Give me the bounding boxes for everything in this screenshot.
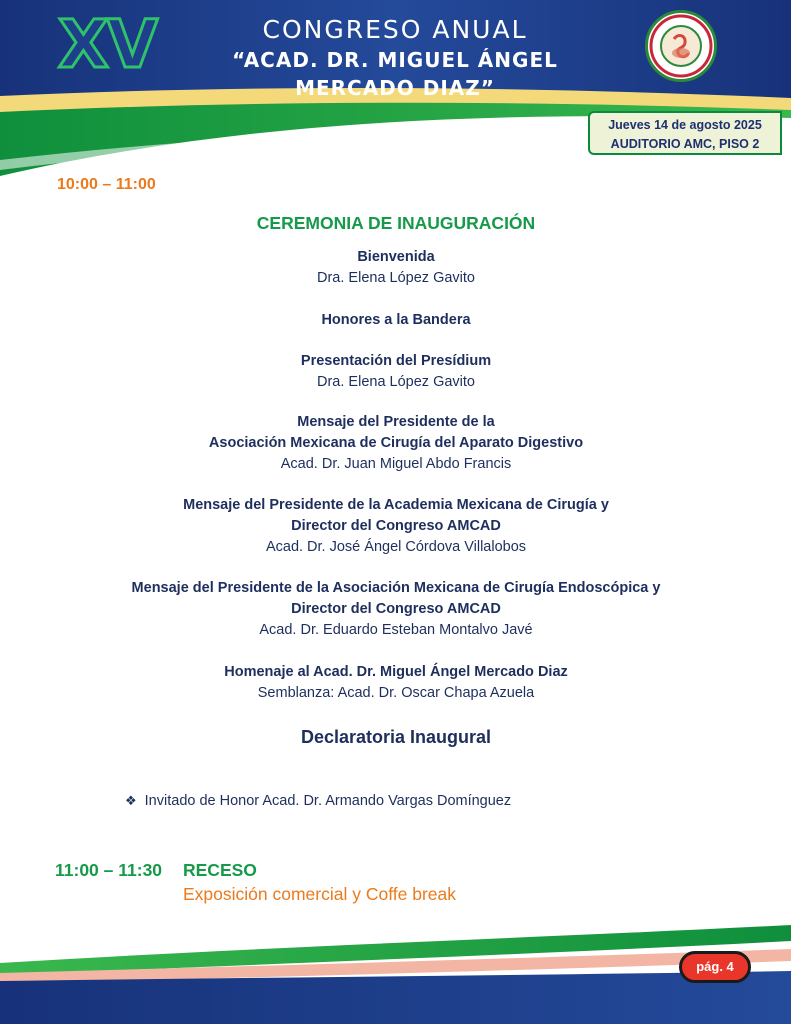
honor-guest-line <box>125 791 511 812</box>
session1-time: 10:00 – 11:00 <box>57 176 156 193</box>
program-item-flag-honors <box>60 310 732 331</box>
closing-declaration: Declaratoria Inaugural <box>300 727 492 747</box>
item-speaker: Semblanza: Acad. Dr. Oscar Chapa Azuela <box>257 685 535 701</box>
congress-title: CONGRESO ANUAL <box>262 15 528 44</box>
item-title: Homenaje al Acad. Dr. Miguel Ángel Mercado Diaz <box>224 664 568 680</box>
session2-time: 11:00 – 11:30 <box>55 860 163 880</box>
event-venue: AUDITORIO AMC, PISO 2 <box>610 137 760 151</box>
program-item-welcome <box>60 247 732 289</box>
congress-honoree: “ACAD. DR. MIGUEL ÁNGEL MERCADO DIAZ” <box>232 48 558 100</box>
item-speaker: Dra. Elena López Gavito <box>317 374 475 390</box>
program-item-amce-message <box>60 578 732 641</box>
item-title: Director del Congreso AMCAD <box>291 601 501 617</box>
page-number-badge: pág. 4 <box>679 951 751 983</box>
session1-title: CEREMONIA DE INAUGURACIÓN <box>256 213 536 233</box>
item-title: Director del Congreso AMCAD <box>291 518 501 534</box>
item-title: Mensaje del Presidente de la Academia Mexicana de Cirugía y <box>183 497 609 513</box>
event-date: Jueves 14 de agosto 2025 <box>608 118 762 132</box>
association-seal-icon <box>645 10 717 82</box>
date-venue-box <box>588 111 782 155</box>
program-item-tribute <box>60 662 732 704</box>
item-speaker: Dra. Elena López Gavito <box>317 270 475 286</box>
item-speaker: Acad. Dr. Juan Miguel Abdo Francis <box>280 456 512 472</box>
footer-background <box>0 915 791 1024</box>
item-title: Mensaje del Presidente de la Asociación Mexicana de Cirugía Endoscópica y <box>131 580 661 596</box>
session2-title: RECESO <box>183 860 257 880</box>
program-item-presidium <box>60 351 732 393</box>
edition-number: XV <box>58 6 156 83</box>
program-item-amcad-message <box>60 412 732 475</box>
diamond-bullet-icon: ❖ <box>125 794 137 809</box>
header-banner <box>0 0 791 185</box>
item-speaker: Acad. Dr. Eduardo Esteban Montalvo Javé <box>259 622 533 638</box>
session2-subtitle: Exposición comercial y Coffe break <box>183 884 456 904</box>
honor-guest: Invitado de Honor Acad. Dr. Armando Vargas Domínguez <box>144 793 512 809</box>
footer-wave <box>0 915 791 1024</box>
item-title: Bienvenida <box>357 249 435 265</box>
program-item-amc-message <box>60 495 732 558</box>
item-title: Presentación del Presídium <box>300 353 492 369</box>
item-speaker: Acad. Dr. José Ángel Córdova Villalobos <box>265 539 527 555</box>
item-title: Asociación Mexicana de Cirugía del Aparato Digestivo <box>208 435 584 451</box>
item-title: Mensaje del Presidente de la <box>297 414 495 430</box>
item-title: Honores a la Bandera <box>321 312 471 328</box>
